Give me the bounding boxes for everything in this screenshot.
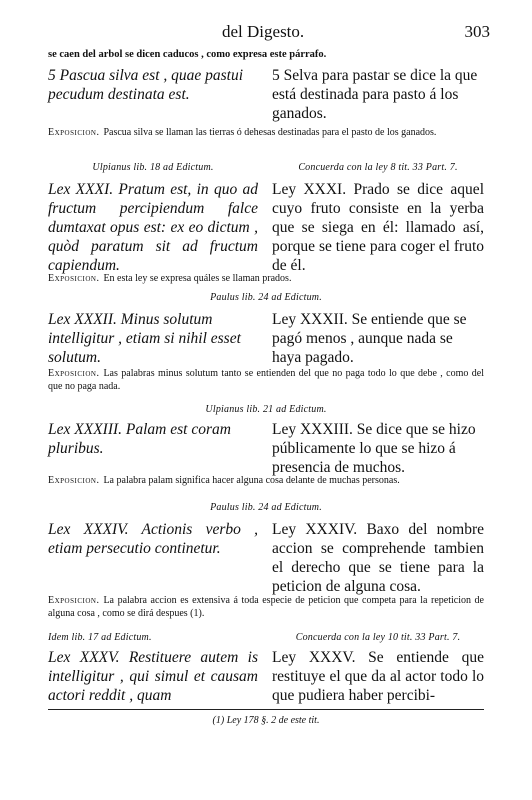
- source-left-31: Ulpianus lib. 18 ad Edictum.: [92, 162, 214, 173]
- latin-text-32: Lex XXXII. Minus solutum intelligitur , etiam si nihil esset solutum.: [48, 311, 241, 366]
- exposition-label: Exposicion.: [48, 368, 100, 379]
- page-number: 303: [464, 22, 490, 41]
- spanish-text-33: Ley XXXIII. Se dice que se hizo públicamente lo que se hizo á presencia de muchos.: [272, 421, 476, 476]
- source-right-31: Concuerda con la ley 8 tit. 33 Part. 7.: [298, 162, 458, 173]
- exposition-text: En esta ley se expresa quáles se llaman prados.: [103, 273, 292, 284]
- source-32: Paulus lib. 24 ad Edictum.: [210, 292, 322, 303]
- exposition-label: Exposicion.: [48, 273, 100, 284]
- source-right-35: Concuerda con la ley 10 tit. 33 Part. 7.: [295, 632, 461, 643]
- footnote: (1) Ley 178 §. 2 de este tit.: [212, 715, 320, 726]
- exposition-text: Las palabras minus solutum tanto se entienden del que no paga todo lo que debe , como del que no paga nada.: [48, 368, 484, 392]
- intro-line: se caen del arbol se dicen caducos , como expresa este párrafo.: [48, 49, 327, 60]
- exposition-34: [48, 594, 484, 620]
- spanish-text-31: Ley XXXI. Prado se dice aquel cuyo fruto consiste en la yerba que se siega en él: llamado así, porque se tiene para coger el fruto de él.: [272, 181, 484, 274]
- latin-text-34: Lex XXXIV. Actionis verbo , etiam persecutio continetur.: [48, 521, 258, 557]
- latin-text-5: 5 Pascua silva est , quae pastui pecudum destinata est.: [48, 67, 244, 103]
- footnote-rule: [48, 709, 484, 710]
- running-title: del Digesto.: [222, 22, 305, 41]
- source-33: Ulpianus lib. 21 ad Edictum.: [205, 404, 327, 415]
- spanish-text-34: Ley XXXIV. Baxo del nombre accion se comprehende tambien el derecho que se tiene para la peticion de alguna cosa.: [272, 521, 484, 595]
- source-left-35: Idem lib. 17 ad Edictum.: [48, 632, 152, 643]
- exposition-text: La palabra palam significa hacer alguna cosa delante de muchas personas.: [103, 475, 400, 486]
- exposition-33: [48, 474, 484, 487]
- exposition-31: [48, 272, 484, 285]
- spanish-text-32: Ley XXXII. Se entiende que se pagó menos , aunque nada se haya pagado.: [272, 311, 467, 366]
- exposition-32: [48, 367, 484, 393]
- latin-text-33: Lex XXXIII. Palam est coram pluribus.: [48, 421, 231, 457]
- exposition-5: [48, 126, 484, 139]
- exposition-label: Exposicion.: [48, 475, 100, 486]
- exposition-text: Pascua silva se llaman las tierras ó dehesas destinadas para el pasto de los ganados.: [103, 127, 437, 138]
- page-header: [0, 22, 532, 44]
- spanish-text-5: 5 Selva para pastar se dice la que está destinada para pasto á los ganados.: [272, 67, 478, 122]
- exposition-label: Exposicion.: [48, 595, 100, 606]
- exposition-label: Exposicion.: [48, 127, 100, 138]
- latin-text-35: Lex XXXV. Restituere autem is intelligitur , qui simul et causam actori reddit , quam: [48, 649, 258, 704]
- latin-text-31: Lex XXXI. Pratum est, in quo ad fructum percipiendum falce dumtaxat opus est: ex eo dictum , quòd paratum sit ad fructum capiendum.: [48, 181, 258, 274]
- source-34: Paulus lib. 24 ad Edictum.: [210, 502, 322, 513]
- exposition-text: La palabra accion es extensiva á toda especie de peticion que competa para la repeticion de alguna cosa , como se dirá despues (1).: [48, 595, 484, 619]
- spanish-text-35: Ley XXXV. Se entiende que restituye el que da al actor todo lo que pudiera haber percibi-: [272, 649, 484, 704]
